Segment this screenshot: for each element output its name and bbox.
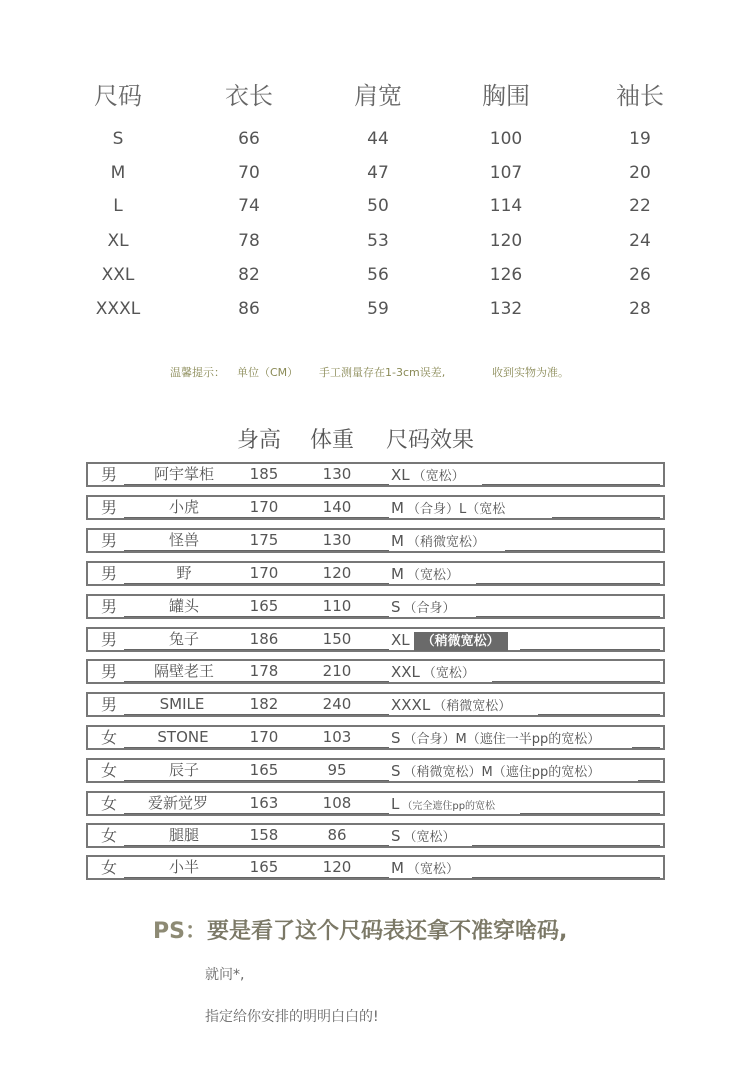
size-chart-header: [0, 79, 750, 113]
cell-shoulder: 44: [367, 129, 389, 149]
height-value: 170: [249, 498, 279, 516]
fit-size: XL: [391, 466, 410, 484]
fit-size: S: [391, 729, 401, 747]
cell-size: S: [112, 129, 124, 149]
cell-shoulder: 53: [367, 231, 389, 251]
table-row: [0, 156, 750, 190]
ps-line-1: 就问*,: [205, 967, 245, 983]
weight-value: 210: [322, 662, 352, 680]
customer-name: 怪兽: [168, 531, 199, 549]
header-fit: 尺码效果: [386, 428, 475, 453]
header-size: 尺码: [94, 82, 142, 110]
weight-value: 95: [327, 761, 347, 779]
table-row: [0, 791, 750, 816]
fit-size: S: [391, 762, 401, 780]
measurement-tip: [0, 364, 750, 382]
fit-size: M: [391, 565, 404, 583]
cell-length: 70: [238, 163, 260, 183]
fit-note: （宽松）: [403, 830, 456, 845]
customer-name: STONE: [157, 728, 209, 746]
fit-note: （宽松）: [406, 862, 459, 877]
table-row: [0, 758, 750, 783]
height-value: 178: [249, 662, 279, 680]
tip-actual: 收到实物为准。: [492, 366, 569, 379]
height-value: 185: [249, 465, 279, 483]
gender: 男: [100, 564, 117, 583]
fit-note: （宽松）: [406, 568, 459, 583]
underline: [472, 845, 660, 846]
cell-chest: 132: [489, 299, 523, 319]
table-row: [0, 627, 750, 652]
customer-name: 小半: [168, 858, 199, 876]
underline: [520, 649, 660, 650]
ps-line-2: 指定给你安排的明明白白的!: [205, 1009, 379, 1025]
fit-effect: [391, 528, 485, 555]
cell-sleeve: 24: [629, 231, 651, 251]
height-value: 165: [249, 597, 279, 615]
table-row: [0, 823, 750, 848]
weight-value: 150: [322, 630, 352, 648]
underline: [632, 747, 660, 748]
customer-name: 罐头: [168, 597, 199, 615]
table-row: [0, 495, 750, 520]
cell-chest: 107: [489, 163, 523, 183]
fit-effect: [391, 659, 475, 686]
fit-size: L: [391, 795, 400, 813]
underline: [505, 550, 660, 551]
cell-size: L: [113, 196, 123, 216]
feedback-header: [0, 424, 750, 458]
ps-label: PS：: [153, 919, 207, 944]
table-row: [0, 692, 750, 717]
fit-effect: [391, 758, 600, 785]
weight-value: 140: [322, 498, 352, 516]
gender: 男: [100, 498, 117, 517]
customer-name: 小虎: [168, 498, 199, 516]
fit-size: M: [391, 859, 404, 877]
fit-size: S: [391, 598, 401, 616]
cell-sleeve: 28: [629, 299, 651, 319]
header-sleeve: 袖长: [616, 82, 664, 110]
tip-unit: 单位（CM）: [237, 366, 299, 379]
customer-name: 腿腿: [168, 826, 199, 844]
fit-effect: [391, 725, 600, 752]
gender: 男: [100, 465, 117, 484]
fit-size: XXXL: [391, 696, 431, 714]
height-value: 182: [249, 695, 279, 713]
cell-chest: 114: [489, 196, 523, 216]
header-length: 衣长: [225, 82, 273, 110]
weight-value: 86: [327, 826, 347, 844]
gender: 女: [100, 826, 117, 845]
customer-name: SMILE: [159, 695, 205, 713]
cell-shoulder: 47: [367, 163, 389, 183]
height-value: 170: [249, 728, 279, 746]
cell-shoulder: 56: [367, 265, 389, 285]
fit-note: （合身）L（宽松: [406, 502, 506, 517]
cell-chest: 100: [489, 129, 523, 149]
underline: [476, 616, 660, 617]
gender: 女: [100, 728, 117, 747]
cell-length: 74: [238, 196, 260, 216]
fit-note: （宽松）: [412, 469, 465, 484]
fit-effect: [391, 495, 505, 522]
table-row: [0, 189, 750, 223]
weight-value: 110: [322, 597, 352, 615]
table-row: [0, 122, 750, 156]
cell-sleeve: 26: [629, 265, 651, 285]
weight-value: 103: [322, 728, 352, 746]
tip-label: 温馨提示：: [170, 366, 225, 379]
fit-size: M: [391, 532, 404, 550]
cell-size: M: [110, 163, 126, 183]
table-row: [0, 224, 750, 258]
cell-chest: 126: [489, 265, 523, 285]
gender: 男: [100, 695, 117, 714]
fit-note: （稍微宽松）: [406, 535, 485, 550]
underline: [472, 877, 660, 878]
underline: [482, 484, 660, 485]
weight-value: 120: [322, 564, 352, 582]
fit-note: （完全遮住pp的宽松: [402, 801, 496, 812]
weight-value: 120: [322, 858, 352, 876]
cell-sleeve: 22: [629, 196, 651, 216]
fit-note: （合身）M（遮住一半pp的宽松）: [403, 732, 601, 747]
customer-name: 野: [176, 564, 192, 582]
fit-effect: [391, 823, 456, 850]
header-weight: 体重: [310, 428, 355, 453]
fit-effect: [391, 594, 456, 621]
table-row: [0, 292, 750, 326]
table-row: [0, 462, 750, 487]
customer-name: 兔子: [168, 630, 199, 648]
table-row: [0, 725, 750, 750]
table-row: [0, 561, 750, 586]
height-value: 175: [249, 531, 279, 549]
ps-text: 要是看了这个尺码表还拿不准穿啥码,: [206, 919, 568, 944]
gender: 男: [100, 531, 117, 550]
header-chest: 胸围: [482, 82, 530, 110]
fit-effect: [391, 791, 495, 819]
fit-note: （稍微宽松）: [414, 632, 508, 651]
gender: 女: [100, 858, 117, 877]
ps-title: [153, 914, 567, 945]
height-value: 163: [249, 794, 279, 812]
header-height: 身高: [237, 428, 282, 453]
fit-effect: [391, 855, 459, 882]
fit-effect: [391, 692, 511, 719]
fit-size: XL: [391, 631, 410, 649]
customer-name: 隔壁老王: [153, 662, 214, 680]
customer-name: 辰子: [168, 761, 199, 779]
cell-size: XXXL: [95, 299, 141, 319]
cell-length: 82: [238, 265, 260, 285]
underline: [638, 780, 660, 781]
weight-value: 130: [322, 465, 352, 483]
cell-size: XL: [107, 231, 129, 251]
weight-value: 240: [322, 695, 352, 713]
fit-size: XXL: [391, 663, 420, 681]
fit-note: （稍微宽松）: [433, 699, 512, 714]
underline: [476, 583, 660, 584]
table-row: [0, 258, 750, 292]
underline: [520, 813, 660, 814]
gender: 男: [100, 597, 117, 616]
height-value: 158: [249, 826, 279, 844]
cell-shoulder: 59: [367, 299, 389, 319]
underline: [538, 714, 660, 715]
fit-size: S: [391, 827, 401, 845]
table-row: [0, 528, 750, 553]
cell-length: 78: [238, 231, 260, 251]
fit-note: （合身）: [403, 601, 456, 616]
cell-length: 86: [238, 299, 260, 319]
table-row: [0, 855, 750, 880]
gender: 男: [100, 662, 117, 681]
fit-note: （宽松）: [422, 666, 475, 681]
underline: [552, 517, 660, 518]
weight-value: 130: [322, 531, 352, 549]
tip-measure: 手工测量存在1-3cm误差,: [319, 366, 446, 379]
cell-size: XXL: [101, 265, 135, 285]
fit-effect: [391, 561, 459, 588]
customer-name: 阿宇掌柜: [153, 465, 214, 483]
cell-length: 66: [238, 129, 260, 149]
fit-effect: [391, 627, 508, 654]
cell-shoulder: 50: [367, 196, 389, 216]
gender: 男: [100, 630, 117, 649]
cell-sleeve: 19: [629, 129, 651, 149]
header-shoulder: 肩宽: [354, 82, 402, 110]
fit-note: （稍微宽松）M（遮住pp的宽松）: [403, 765, 601, 780]
height-value: 165: [249, 858, 279, 876]
weight-value: 108: [322, 794, 352, 812]
fit-size: M: [391, 499, 404, 517]
gender: 女: [100, 761, 117, 780]
underline: [492, 681, 660, 682]
height-value: 186: [249, 630, 279, 648]
gender: 女: [100, 794, 117, 813]
height-value: 165: [249, 761, 279, 779]
cell-sleeve: 20: [629, 163, 651, 183]
table-row: [0, 594, 750, 619]
cell-chest: 120: [489, 231, 523, 251]
height-value: 170: [249, 564, 279, 582]
table-row: [0, 659, 750, 684]
customer-name: 爱新觉罗: [147, 794, 208, 812]
fit-effect: [391, 462, 465, 489]
